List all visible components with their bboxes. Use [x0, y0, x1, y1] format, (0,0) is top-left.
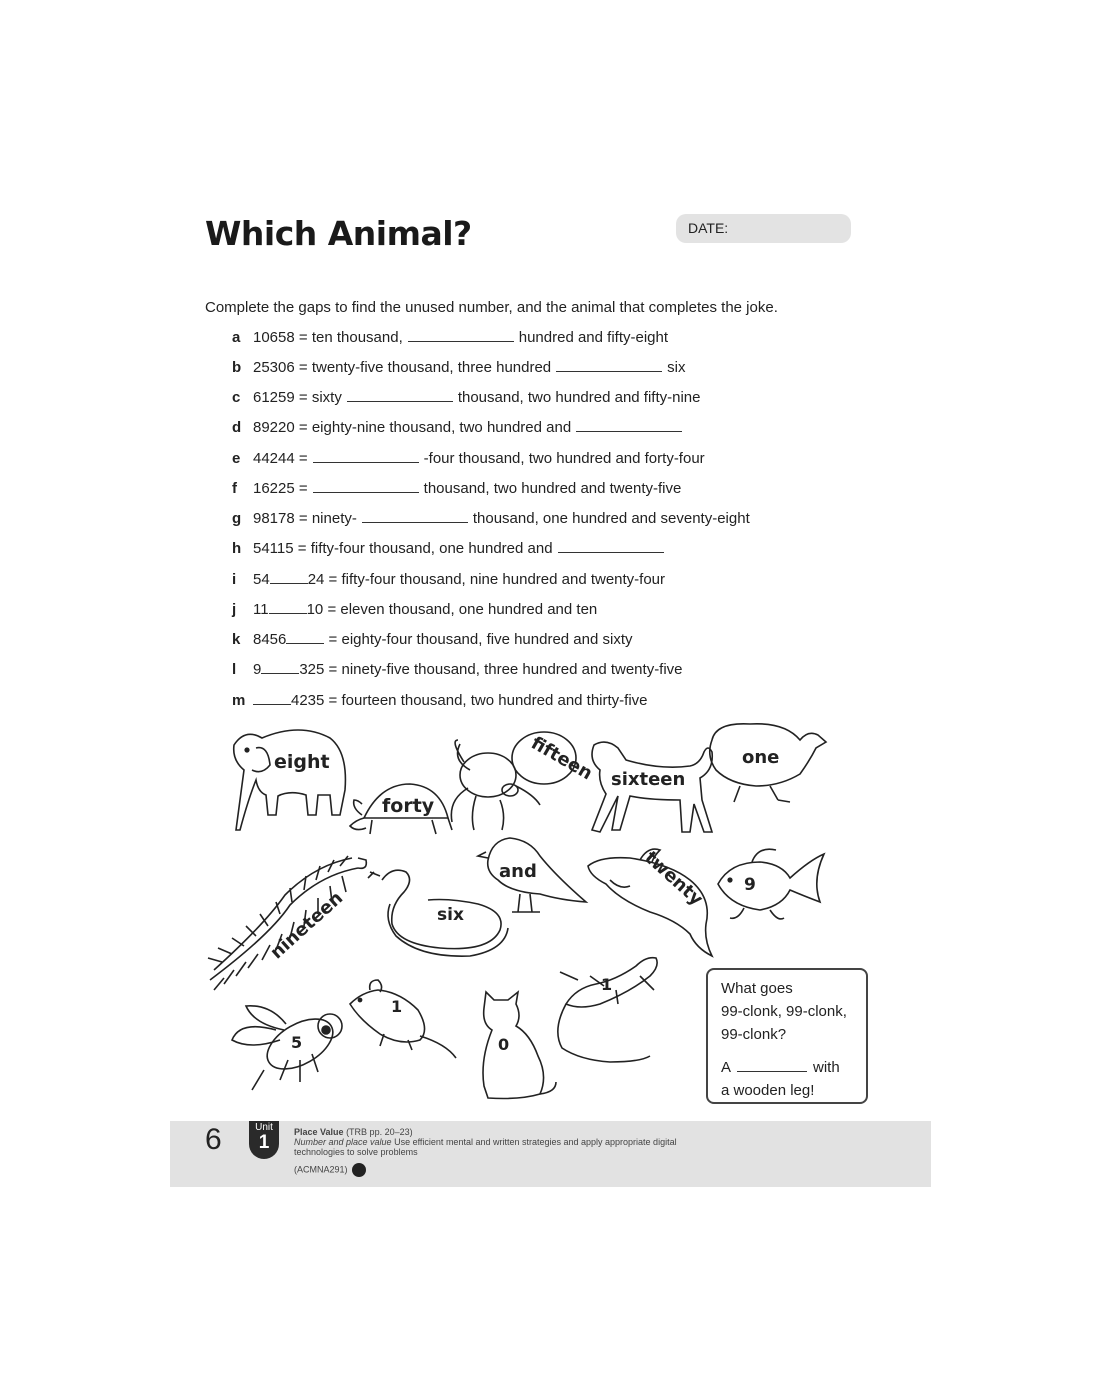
question-c: c 61259 = sixty thousand, two hundred and fifty-nine [232, 389, 701, 406]
label-1-mouse: 1 [391, 997, 403, 1016]
joke-answer-blank[interactable] [737, 1070, 807, 1072]
label-six: six [437, 905, 464, 925]
question-l: l 9 325 = ninety-five thousand, three hundred and twenty-five [232, 661, 683, 678]
question-h: h 54115 = fifty-four thousand, one hundred and [232, 540, 669, 557]
elephant-icon [234, 730, 346, 830]
label-1-lizard: 1 [601, 975, 613, 994]
label-nineteen: nineteen [266, 887, 348, 964]
ac-logo-icon [352, 1163, 366, 1177]
question-a: a 10658 = ten thousand, hundred and fifty-eight [232, 329, 669, 346]
label-fifteen: fifteen [527, 732, 596, 785]
label-one: one [742, 747, 780, 768]
lizard-icon [558, 958, 657, 1062]
footer-strand: Place Value (TRB pp. 20–23) [294, 1127, 413, 1137]
unit-badge: Unit 1 [249, 1121, 279, 1159]
mouse-icon [350, 980, 456, 1058]
question-i: i 54 24 = fifty-four thousand, nine hundred and twenty-four [232, 571, 666, 588]
page-title: Which Animal? [205, 214, 472, 253]
label-0: 0 [498, 1035, 510, 1054]
question-e: e 44244 = -four thousand, two hundred and forty-four [232, 450, 705, 467]
label-sixteen: sixteen [611, 769, 686, 790]
label-twenty: twenty [640, 847, 707, 911]
footer-curriculum: Number and place value Use efficient mental and written strategies and apply appropriate digital [294, 1137, 677, 1147]
joke-box: What goes 99-clonk, 99-clonk, 99-clonk? A with a wooden leg! [706, 968, 868, 1104]
label-and: and [499, 861, 537, 882]
footer-code: (ACMNA291) [294, 1163, 366, 1177]
label-forty: forty [382, 795, 435, 817]
centipede-icon [208, 856, 366, 990]
date-label: DATE: [688, 220, 729, 236]
label-9: 9 [744, 875, 756, 895]
label-eight: eight [274, 751, 330, 773]
question-m: m 4235 = fourteen thousand, two hundred and thirty-five [232, 692, 648, 709]
question-j: j 11 10 = eleven thousand, one hundred and ten [232, 601, 598, 618]
question-f: f 16225 = thousand, two hundred and twenty-five [232, 480, 682, 497]
question-k: k 8456 = eighty-four thousand, five hundred and sixty [232, 631, 633, 648]
question-g: g 98178 = ninety- thousand, one hundred and seventy-eight [232, 510, 750, 527]
label-5: 5 [291, 1033, 303, 1052]
footer [170, 1121, 931, 1187]
footer-curriculum-cont: technologies to solve problems [294, 1147, 418, 1157]
bee-icon [232, 1006, 342, 1090]
question-b: b 25306 = twenty-five thousand, three hundred six [232, 359, 686, 376]
instructions: Complete the gaps to find the unused number, and the animal that completes the joke. [205, 299, 778, 316]
fish-icon [718, 849, 824, 919]
question-d: d 89220 = eighty-nine thousand, two hundred and [232, 419, 687, 436]
page-number: 6 [205, 1123, 222, 1156]
cat-icon [483, 992, 556, 1099]
